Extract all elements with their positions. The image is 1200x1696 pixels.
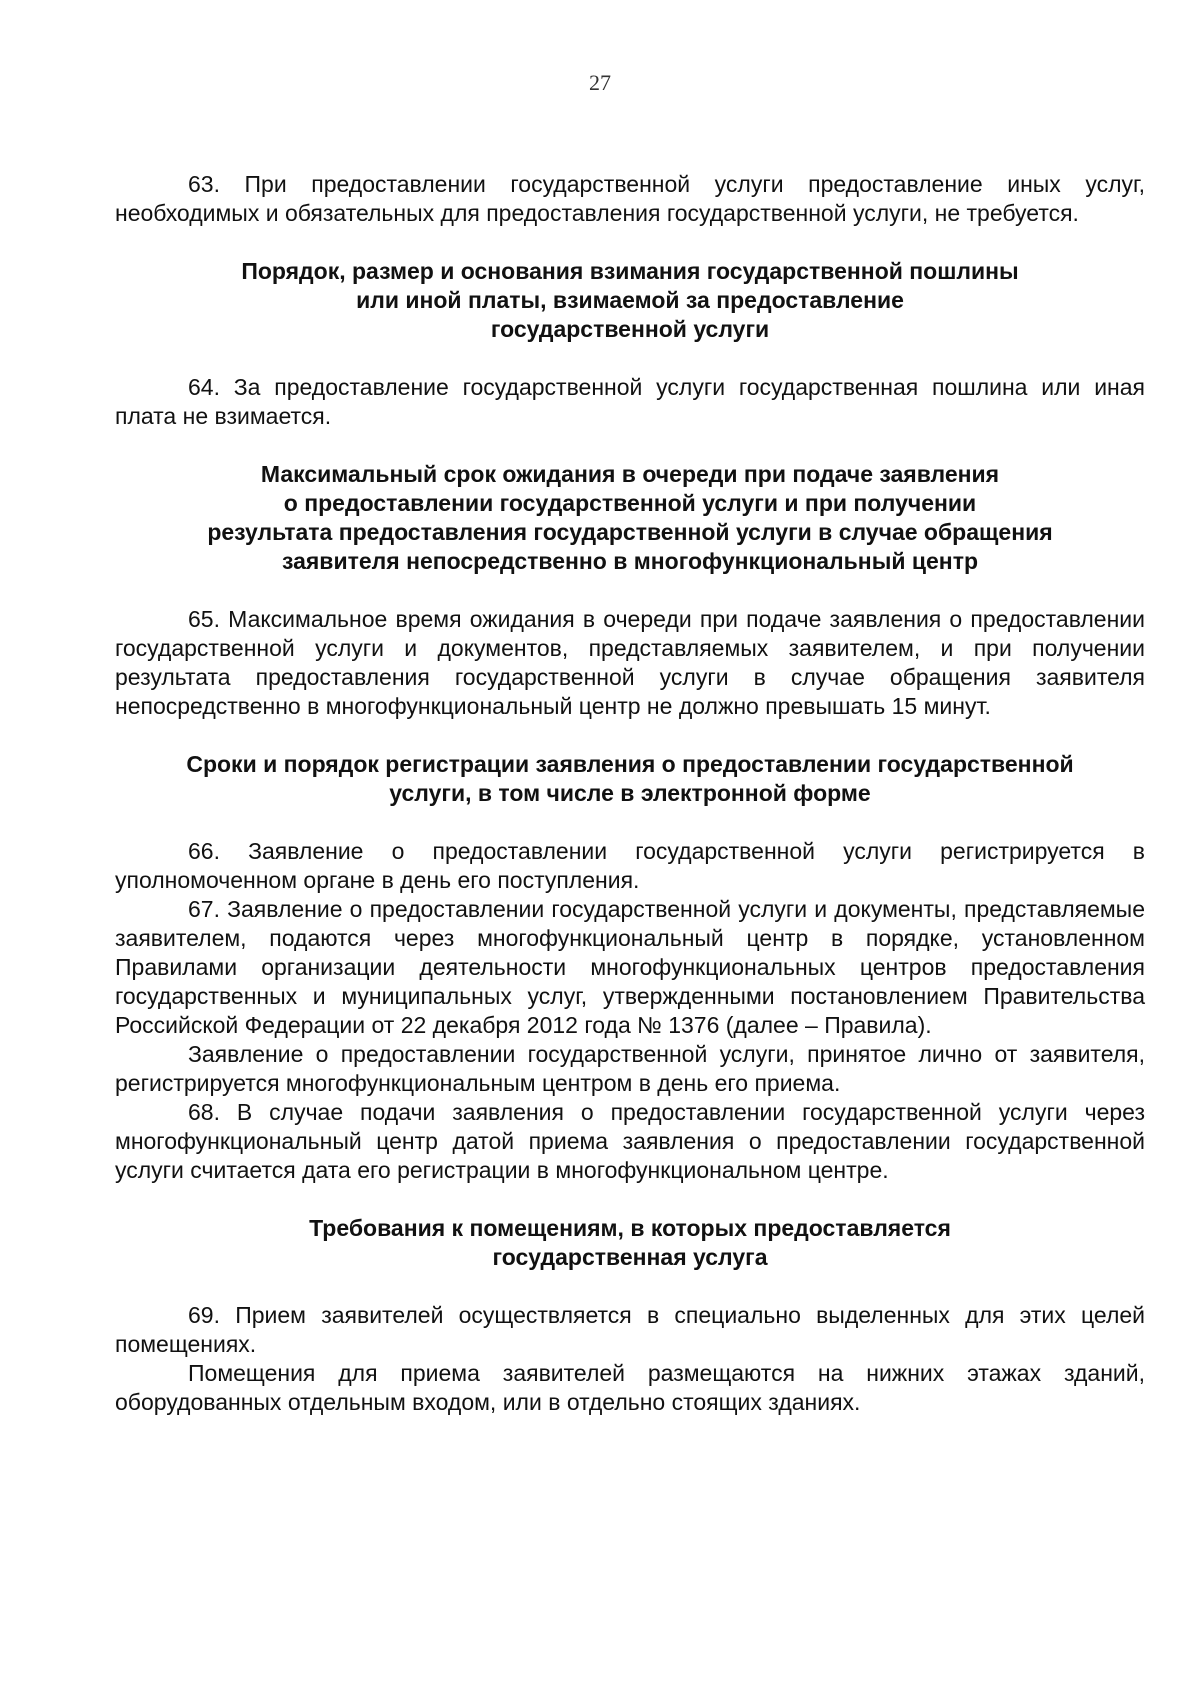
heading-line: услуги, в том числе в электронной форме [389,780,871,806]
heading-line: Порядок, размер и основания взимания государственной пошлины [241,258,1019,284]
heading-line: Требования к помещениям, в которых предоставляется [309,1215,951,1241]
heading-line: о предоставлении государственной услуги и при получении [283,490,977,516]
heading-line: результата предоставления государственной услуги в случае обращения [207,519,1053,545]
paragraph-68: 68. В случае подачи заявления о предоставлении государственной услуги через многофункциональный центр датой приема заявления о предоставлении государственной услуги считается дата его регистрации в многофункциональном центре. [115,1099,1145,1183]
heading-state-fee [115,257,1145,344]
paragraph-69: 69. Прием заявителей осуществляется в специально выделенных для этих целей помещениях. [115,1302,1145,1357]
heading-queue-time [115,460,1145,576]
heading-line: государственная услуга [492,1244,768,1270]
heading-registration [115,750,1145,808]
heading-premises [115,1214,1145,1272]
paragraph-64: 64. За предоставление государственной услуги государственная пошлина или иная плата не взимается. [115,374,1145,429]
paragraph-63: 63. При предоставлении государственной услуги предоставление иных услуг, необходимых и обязательных для предоставления государственной услуги, не требуется. [115,171,1145,226]
paragraph-69-continued: Помещения для приема заявителей размещаются на нижних этажах зданий, оборудованных отдельным входом, или в отдельно стоящих зданиях. [115,1360,1145,1415]
page-number: 27 [589,70,611,95]
paragraph-65: 65. Максимальное время ожидания в очереди при подаче заявления о предоставлении государственной услуги и документов, представляемых заявителем, и при получении результата предоставления государственной услуги в случае обращения заявителя непосредственно в многофункциональный центр не должно превышать 15 минут. [115,606,1145,719]
paragraph-67: 67. Заявление о предоставлении государственной услуги и документы, представляемые заявителем, подаются через многофункциональный центр в порядке, установленном Правилами организации деятельности многофункциональных центров предоставления государственных и муниципальных услуг, утвержденными постановлением Правительства Российской Федерации от 22 декабря 2012 года № 1376 (далее – Правила). [115,896,1145,1038]
paragraph-66: 66. Заявление о предоставлении государственной услуги регистрируется в уполномоченном органе в день его поступления. [115,838,1145,893]
heading-line: Максимальный срок ожидания в очереди при подаче заявления [260,461,1000,487]
heading-line: или иной платы, взимаемой за предоставление [356,287,904,313]
heading-line: Сроки и порядок регистрации заявления о предоставлении государственной [186,751,1074,777]
paragraph-67-continued: Заявление о предоставлении государственной услуги, принятое лично от заявителя, регистрируется многофункциональным центром в день его приема. [115,1041,1145,1096]
document-body [115,170,1145,1417]
heading-line: заявителя непосредственно в многофункциональный центр [281,548,979,574]
heading-line: государственной услуги [490,316,770,342]
